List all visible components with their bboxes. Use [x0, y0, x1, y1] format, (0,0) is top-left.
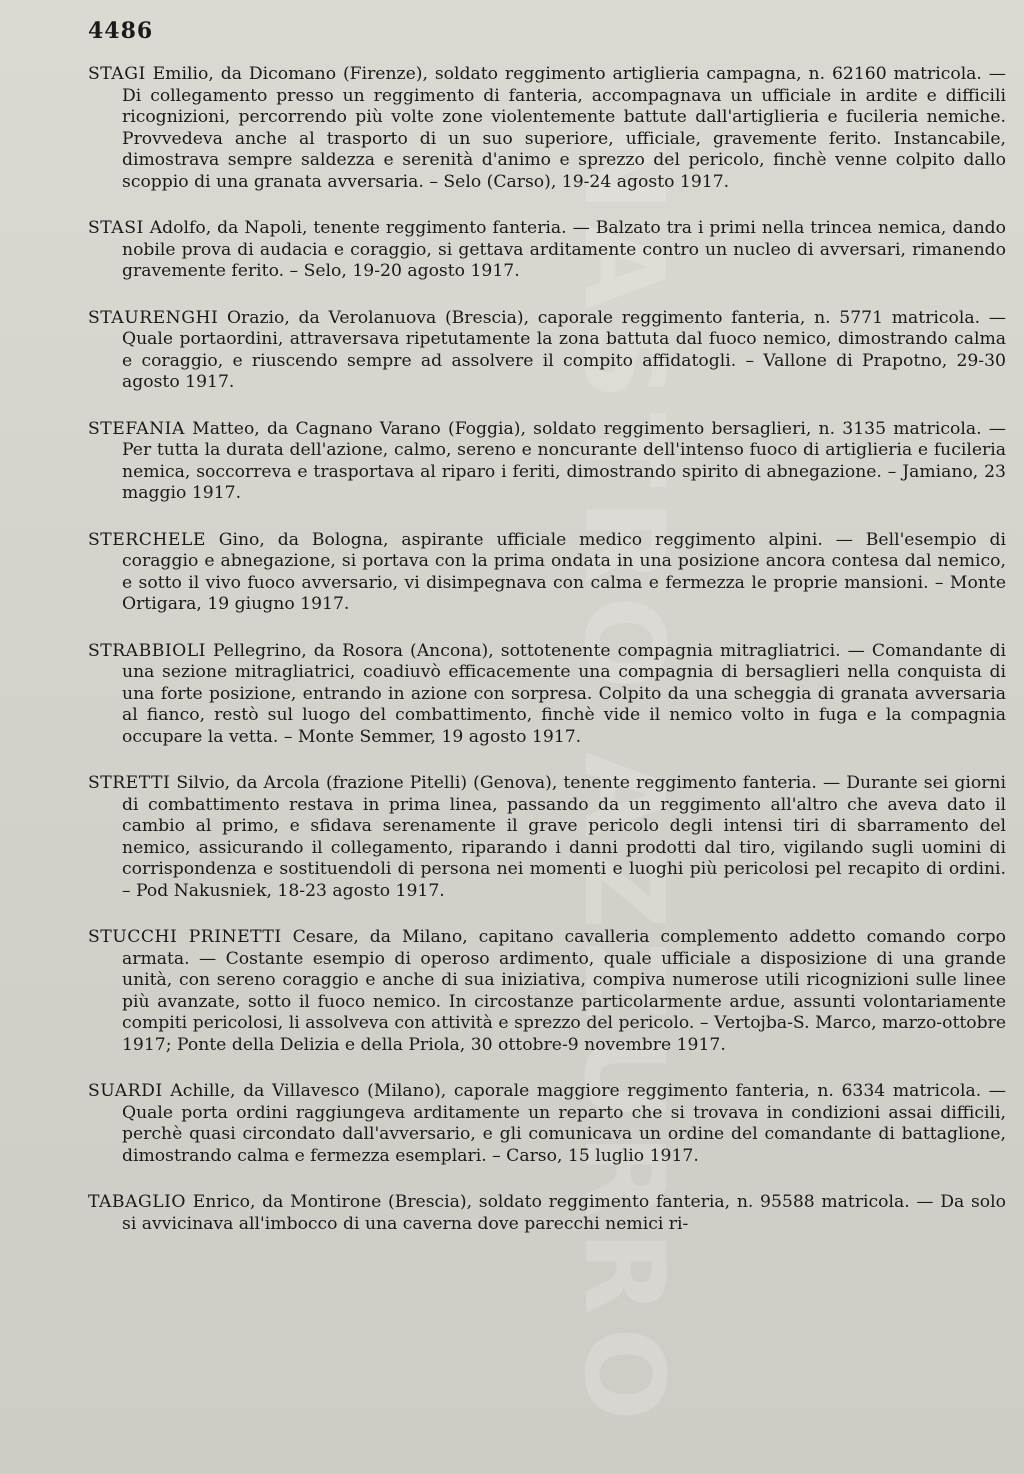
entry-surname: STERCHELE	[88, 529, 206, 550]
citation-entry	[88, 419, 1006, 505]
entry-text: Adolfo, da Napoli, tenente reggimento fanteria. — Balzato tra i primi nella trincea nemica, dando nobile prova di audacia e coraggio, si gettava arditamente contro un nucleo di avversari, rimanendo gravemente ferito. – Selo, 19-20 agosto 1917.	[122, 218, 1006, 281]
entry-surname: STUCCHI PRINETTI	[88, 927, 282, 947]
entry-text: Silvio, da Arcola (frazione Pitelli) (Genova), tenente reggimento fanteria. — Durante sei giorni di combattimento restava in prima linea, passando da un reggimento all'altro che aveva dato il cambio al primo, e sfidava serenamente il grave pericolo degli intensi tiri di sbarramento del nemico, assicurando il collegamento, riparando i danni prodotti dal tiro, vigilando sugli uomini di corrispondenza e sostituendoli di persona nei momenti e luoghi più pericolosi pel recapito di ordini. – Pod Nakusniek, 18-23 agosto 1917.	[122, 773, 1006, 901]
entry-surname: STAGI	[88, 64, 146, 84]
citation-entry	[88, 641, 1006, 749]
entry-text: Emilio, da Dicomano (Firenze), soldato reggimento artiglieria campagna, n. 62160 matricola. — Di collegamento presso un reggimento di fanteria, accompagnava un ufficiale in ardite e difficili ricognizioni, percorrendo più volte zone violentemente battute dall'artiglieria e fucileria nemiche. Provvedeva anche al trasporto di un suo superiore, ufficiale, gravemente ferito. Instancabile, dimostrava sempre saldezza e serenità d'animo e sprezzo del pericolo, finchè venne colpito dallo scoppio di una granata avversaria. – Selo (Carso), 19-24 agosto 1917.	[122, 64, 1006, 192]
entry-text: Cesare, da Milano, capitano cavalleria complemento addetto comando corpo armata. — Costante esempio di operoso ardimento, quale ufficiale a disposizione di una grande unità, con sereno coraggio e anche di sua iniziativa, compiva numerose utili ricognizioni sulle linee più avanzate, sotto il fuoco nemico. In circostanze particolarmente ardue, assunti volontariamente compiti pericolosi, li assolveva con attività e sprezzo del pericolo. – Vertojba-S. Marco, marzo-ottobre 1917; Ponte della Delizia e della Priola, 30 ottobre-9 novembre 1917.	[122, 927, 1006, 1055]
entry-surname: TABAGLIO	[88, 1192, 187, 1212]
entry-surname: STEFANIA	[88, 418, 185, 439]
entry-surname: STRETTI	[88, 773, 171, 793]
entries-list	[88, 64, 1006, 1260]
entry-surname: STASI	[88, 218, 144, 238]
watermark: NASTRO AZZURRO	[560, 120, 688, 1433]
entry-text: Pellegrino, da Rosora (Ancona), sottotenente compagnia mitragliatrici. — Comandante di una sezione mitragliatrici, coadiuvò efficacemente una compagnia di bersaglieri nella conquista di una forte posizione, entrando in azione con sorpresa. Colpito da una scheggia di granata avversaria al fianco, restò sul luogo del combattimento, finchè vide il nemico volto in fuga e la compagnia occupare la vetta. – Monte Semmer, 19 agosto 1917.	[122, 640, 1006, 747]
citation-entry	[88, 773, 1006, 902]
entry-surname: STAURENGHI	[88, 307, 219, 328]
citation-entry	[88, 1081, 1006, 1167]
citation-entry	[88, 530, 1006, 616]
citation-entry	[88, 1192, 1006, 1235]
page-number: 4486	[88, 18, 154, 44]
citation-entry	[88, 218, 1006, 283]
citation-entry	[88, 308, 1006, 394]
entry-text: Gino, da Bologna, aspirante ufficiale medico reggimento alpini. — Bell'esempio di coraggio e abnegazione, si portava con la prima ondata in una posizione ancora contesa dal nemico, e sotto il vivo fuoco avversario, vi disimpegnava con calma e fermezza le proprie mansioni. – Monte Ortigara, 19 giugno 1917.	[122, 529, 1006, 614]
citation-entry	[88, 927, 1006, 1056]
entry-surname: SUARDI	[88, 1081, 163, 1101]
entry-text: Matteo, da Cagnano Varano (Foggia), soldato reggimento bersaglieri, n. 3135 matricola. — Per tutta la durata dell'azione, calmo, sereno e noncurante dell'intenso fuoco di artiglieria e fucileria nemica, soccorreva e trasportava al riparo i feriti, dimostrando spirito di abnegazione. – Jamiano, 23 maggio 1917.	[122, 418, 1006, 503]
entry-surname: STRABBIOLI	[88, 640, 206, 661]
citation-entry	[88, 64, 1006, 193]
entry-text: Orazio, da Verolanuova (Brescia), caporale reggimento fanteria, n. 5771 matricola. — Quale portaordini, attraversava ripetutamente la zona battuta dal fuoco nemico, dimostrando calma e coraggio, e riuscendo sempre ad assolvere il compito affidatogli. – Vallone di Prapotno, 29-30 agosto 1917.	[122, 307, 1006, 392]
entry-text: Enrico, da Montirone (Brescia), soldato reggimento fanteria, n. 95588 matricola. — Da solo si avvicinava all'imbocco di una caverna dove parecchi nemici ri-	[122, 1192, 1006, 1234]
entry-text: Achille, da Villavesco (Milano), caporale maggiore reggimento fanteria, n. 6334 matricola. — Quale porta ordini raggiungeva arditamente un reparto che si trovava in condizioni assai difficili, perchè quasi circondato dall'avversario, e gli comunicava un ordine del comandante di battaglione, dimostrando calma e fermezza esemplari. – Carso, 15 luglio 1917.	[122, 1081, 1006, 1166]
